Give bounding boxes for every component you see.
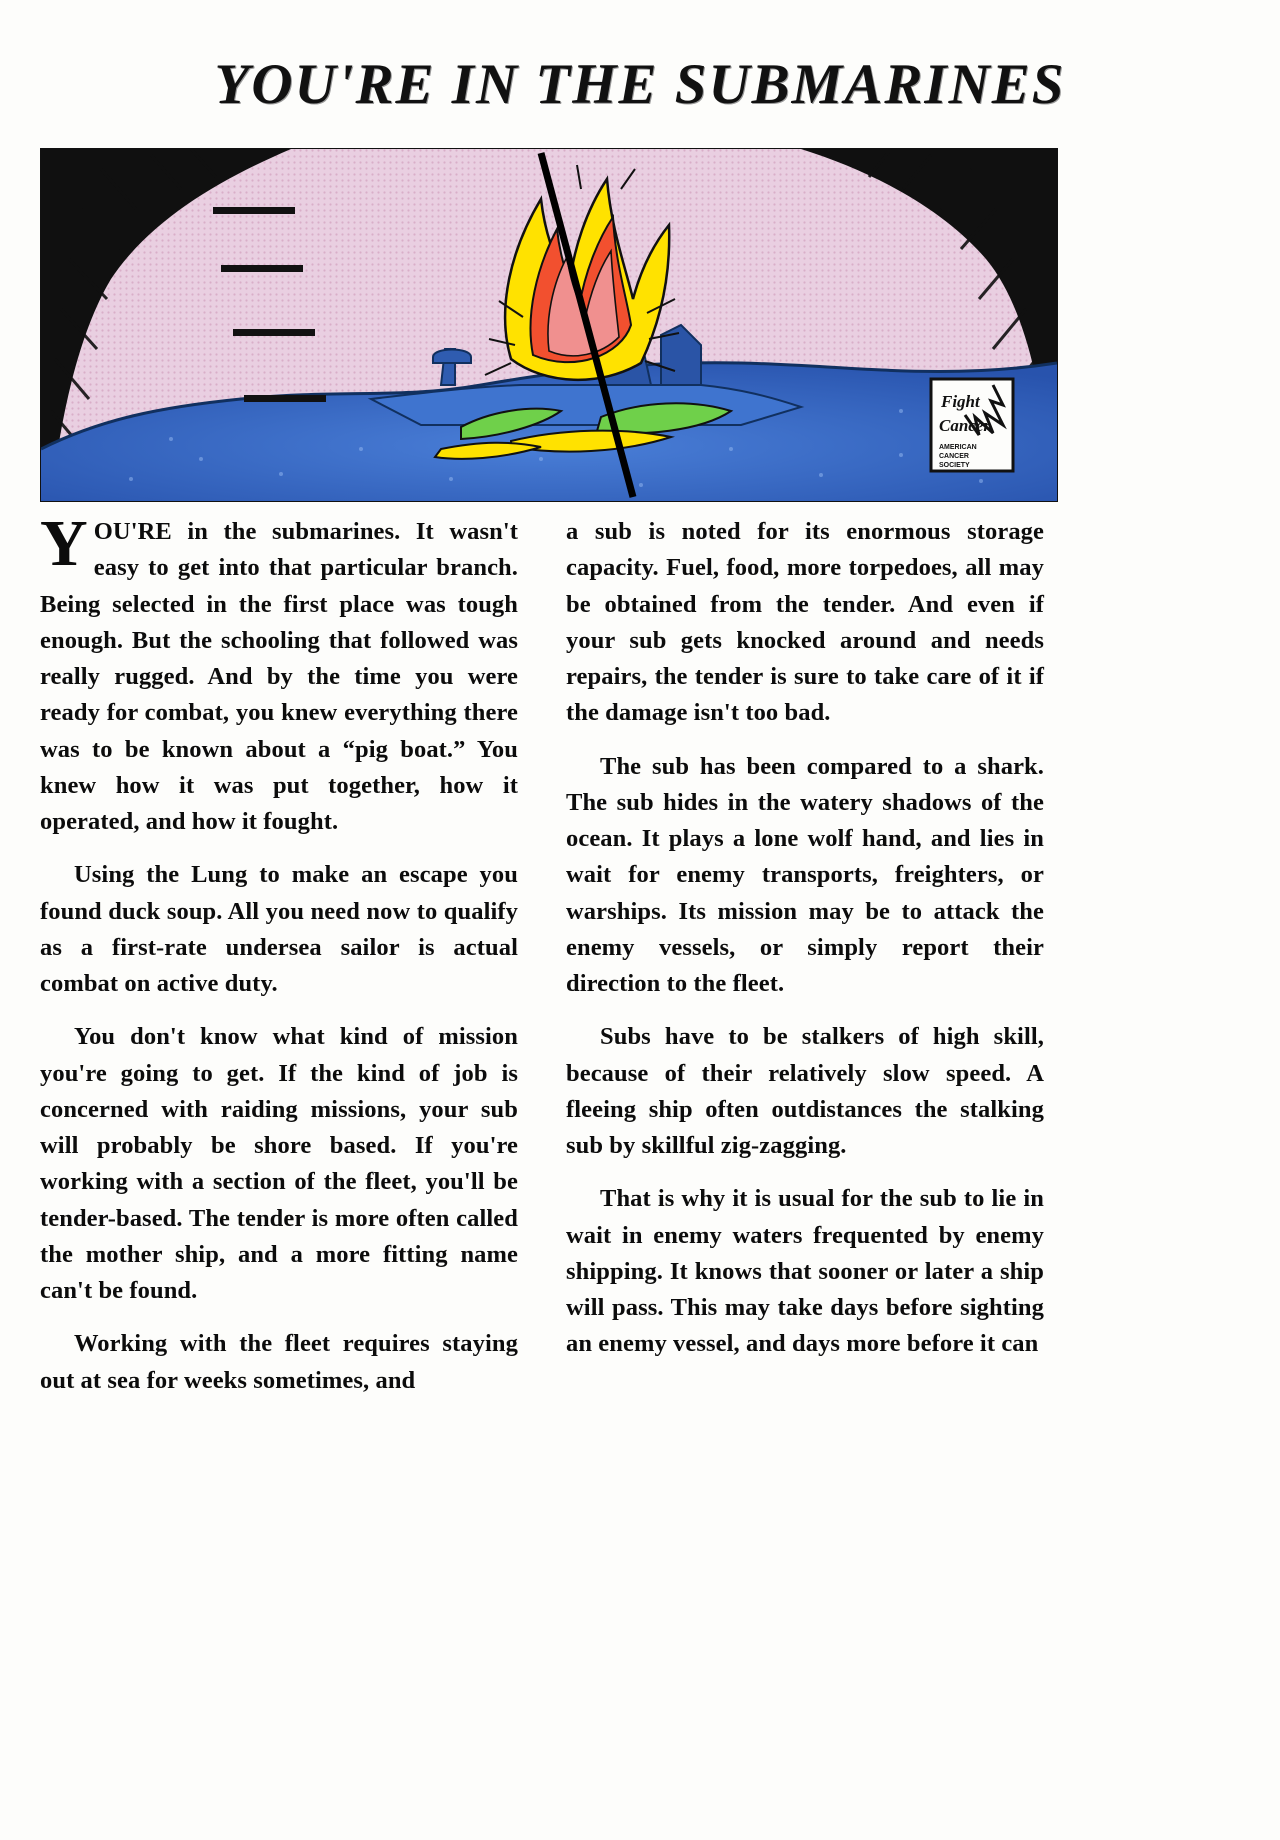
svg-text:AMERICAN: AMERICAN bbox=[939, 444, 977, 451]
svg-text:Cancer: Cancer bbox=[939, 416, 990, 435]
paragraph-text: OU'RE in the submarines. It wasn't easy to get into that particular branch. Being selected in the first place was tough enough. But the schooling that followed was really rugged. And by the time you were ready for combat, you knew everything there was to be known about a “pig boat.” You knew how it was put together, how it operated, and how it fought. bbox=[40, 518, 518, 835]
article-column-right bbox=[566, 514, 1044, 1380]
svg-text:CANCER: CANCER bbox=[939, 453, 969, 460]
paragraph: Using the Lung to make an escape you found duck soup. All you need now to qualify as a first-rate undersea sailor is actual combat on active duty. bbox=[40, 861, 518, 997]
paragraph: That is why it is usual for the sub to lie in wait in enemy waters frequented by enemy shipping. It knows that sooner or later a ship will pass. This may take days before sighting an enemy vessel, and days more before it can bbox=[566, 1185, 1044, 1358]
submarine-torpedoing-ship-illustration bbox=[40, 148, 1058, 502]
article-column-left bbox=[40, 507, 518, 1416]
paragraph bbox=[40, 507, 518, 840]
svg-text:Fight: Fight bbox=[941, 392, 980, 411]
paragraph: a sub is noted for its enormous storage capacity. Fuel, food, more torpedoes, all may be obtained from the tender. And even if your sub gets knocked around and needs repairs, the tender is sure to take care of it if the damage isn't too bad. bbox=[566, 518, 1044, 727]
american-cancer-society-logo bbox=[931, 379, 1013, 471]
paragraph: Subs have to be stalkers of high skill, because of their relatively slow speed. A fleeing ship often outdistances the stalking sub by skillful zig-zagging. bbox=[566, 1023, 1044, 1159]
paragraph: You don't know what kind of mission you're going to get. If the kind of job is concerned with raiding missions, your sub will probably be shore based. If you're working with a section of the fleet, you'll be tender-based. The tender is more often called the mother ship, and a more fitting name can't be found. bbox=[40, 1023, 518, 1304]
paragraph: The sub has been compared to a shark. The sub hides in the watery shadows of the ocean. It plays a lone wolf hand, and lies in wait for enemy transports, freighters, or warships. Its mission may be to attack the enemy vessels, or simply report their direction to the fleet. bbox=[566, 752, 1044, 997]
paragraph: Working with the fleet requires staying out at sea for weeks sometimes, and bbox=[40, 1330, 518, 1394]
svg-text:SOCIETY: SOCIETY bbox=[939, 462, 970, 469]
page-title: YOU'RE IN THE SUBMARINES bbox=[214, 53, 1066, 116]
drop-cap: Y bbox=[40, 507, 88, 580]
